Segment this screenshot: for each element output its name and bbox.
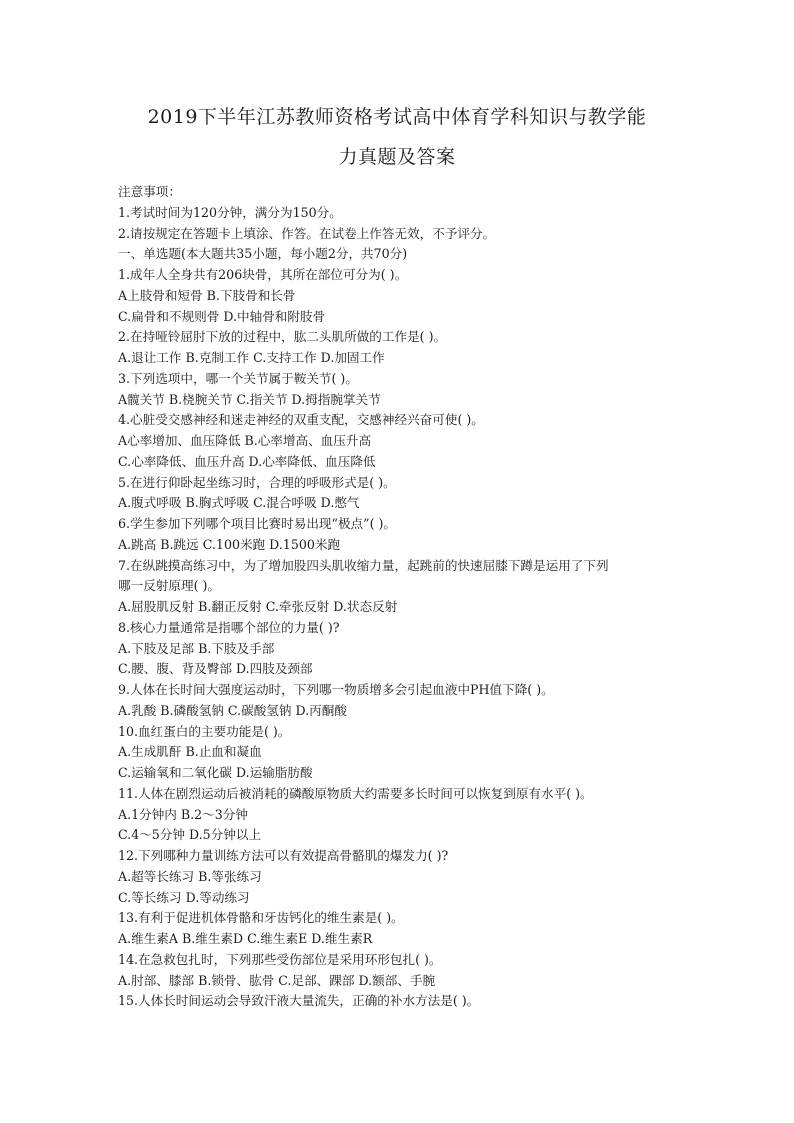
answer-options: C.腰、腹、背及臀部 D.四肢及颈部: [118, 661, 313, 677]
question-text: 3.下列选项中，哪一个关节属于鞍关节( )。: [118, 370, 358, 386]
question-text: 13.有利于促进机体骨骼和牙齿钙化的维生素是( )。: [118, 910, 404, 926]
notice-item: 1.考试时间为120分钟，满分为150分。: [118, 204, 342, 220]
answer-options: C.运输氧和二氧化碳 D.运输脂肪酸: [118, 765, 313, 780]
answer-options: C.等长练习 D.等动练习: [118, 889, 250, 905]
question-text: 11.人体在剧烈运动后被消耗的磷酸原物质大约需要多长时间可以恢复到原有水平( )。: [118, 785, 593, 801]
answer-options: C.扁骨和不规则骨 D.中轴骨和附肢骨: [118, 308, 326, 324]
answer-options: A.1分钟内 B.2～3分钟: [118, 806, 248, 822]
answer-options: C.4～5分钟 D.5分钟以上: [118, 827, 262, 843]
answer-options: A.跳高 B.跳远 C.100米跑 D.1500米跑: [118, 536, 341, 552]
question-text: 15.人体长时间运动会导致汗液大量流失，正确的补水方法是( )。: [118, 993, 480, 1009]
answer-options: A.肘部、膝部 B.锁骨、肱骨 C.足部、踝部 D.额部、手腕: [118, 972, 436, 988]
answer-options: A心率增加、血压降低 B.心率增高、血压升高: [118, 433, 372, 448]
document-title-line-2: 力真题及答案: [338, 146, 456, 168]
question-text: 8.核心力量通常是指哪个部位的力量( )?: [118, 619, 340, 635]
answer-options: A.腹式呼吸 B.胸式呼吸 C.混合呼吸 D.憋气: [118, 495, 360, 511]
question-text: 9.人体在长时间大强度运动时，下列哪一物质增多会引起血液中PH值下降( )。: [118, 682, 554, 697]
question-text: 12.下列哪种力量训练方法可以有效提高骨骼肌的爆发力( )?: [118, 848, 449, 863]
answer-options: A上肢骨和短骨 B.下肢骨和长骨: [118, 287, 296, 303]
answer-options: A.退让工作 B.克制工作 C.支持工作 D.加固工作: [118, 350, 385, 365]
question-text: 2.在持哑铃屈肘下放的过程中，肱二头肌所做的工作是( )。: [118, 329, 447, 345]
document-title-line-1: 2019下半年江苏教师资格考试高中体育学科知识与教学能: [147, 106, 647, 128]
answer-options: A.超等长练习 B.等张练习: [118, 868, 262, 884]
question-text: 7.在纵跳摸高练习中，为了增加股四头肌收缩力量，起跳前的快速屈膝下蹲是运用了下列: [118, 557, 609, 573]
answer-options: A.下肢及足部 B.下肢及手部: [118, 640, 275, 656]
answer-options: A髋关节 B.桡腕关节 C.指关节 D.拇指腕掌关节: [118, 391, 381, 407]
notice-heading: 注意事项：: [118, 184, 181, 199]
section-heading: 一、单选题(本大题共35小题，每小题2分，共70分): [118, 246, 408, 262]
question-text: 4.心脏受交感神经和迷走神经的双重支配，交感神经兴奋可使( )。: [118, 412, 484, 428]
question-text: 10.血红蛋白的主要功能是( )。: [118, 723, 291, 739]
question-text: 14.在急救包扎时，下列那些受伤部位是采用环形包扎( )。: [118, 951, 442, 967]
answer-options: A.乳酸 B.磷酸氢钠 C.碳酸氢钠 D.丙酮酸: [118, 702, 347, 718]
answer-options: A.屈股肌反射 B.翻正反射 C.牵张反射 D.状态反射: [118, 599, 398, 614]
answer-options: C.心率降低、血压升高 D.心率降低、血压降低: [118, 453, 376, 469]
answer-options: A.生成肌酐 B.止血和凝血: [118, 744, 262, 760]
question-text: 哪一反射原理( )。: [118, 578, 220, 594]
notice-item: 2.请按规定在答题卡上填涂、作答。在试卷上作答无效，不予评分。: [118, 225, 496, 241]
question-text: 1.成年人全身共有206块骨，其所在部位可分为( )。: [118, 267, 408, 282]
question-text: 6.学生参加下列哪个项目比赛时易出现“极点”( )。: [118, 516, 397, 531]
answer-options: A.维生素A B.维生素D C.维生素E D.维生素R: [118, 931, 373, 946]
question-text: 5.在进行仰卧起坐练习时，合理的呼吸形式是( )。: [118, 474, 396, 490]
document-body: [118, 182, 678, 1012]
